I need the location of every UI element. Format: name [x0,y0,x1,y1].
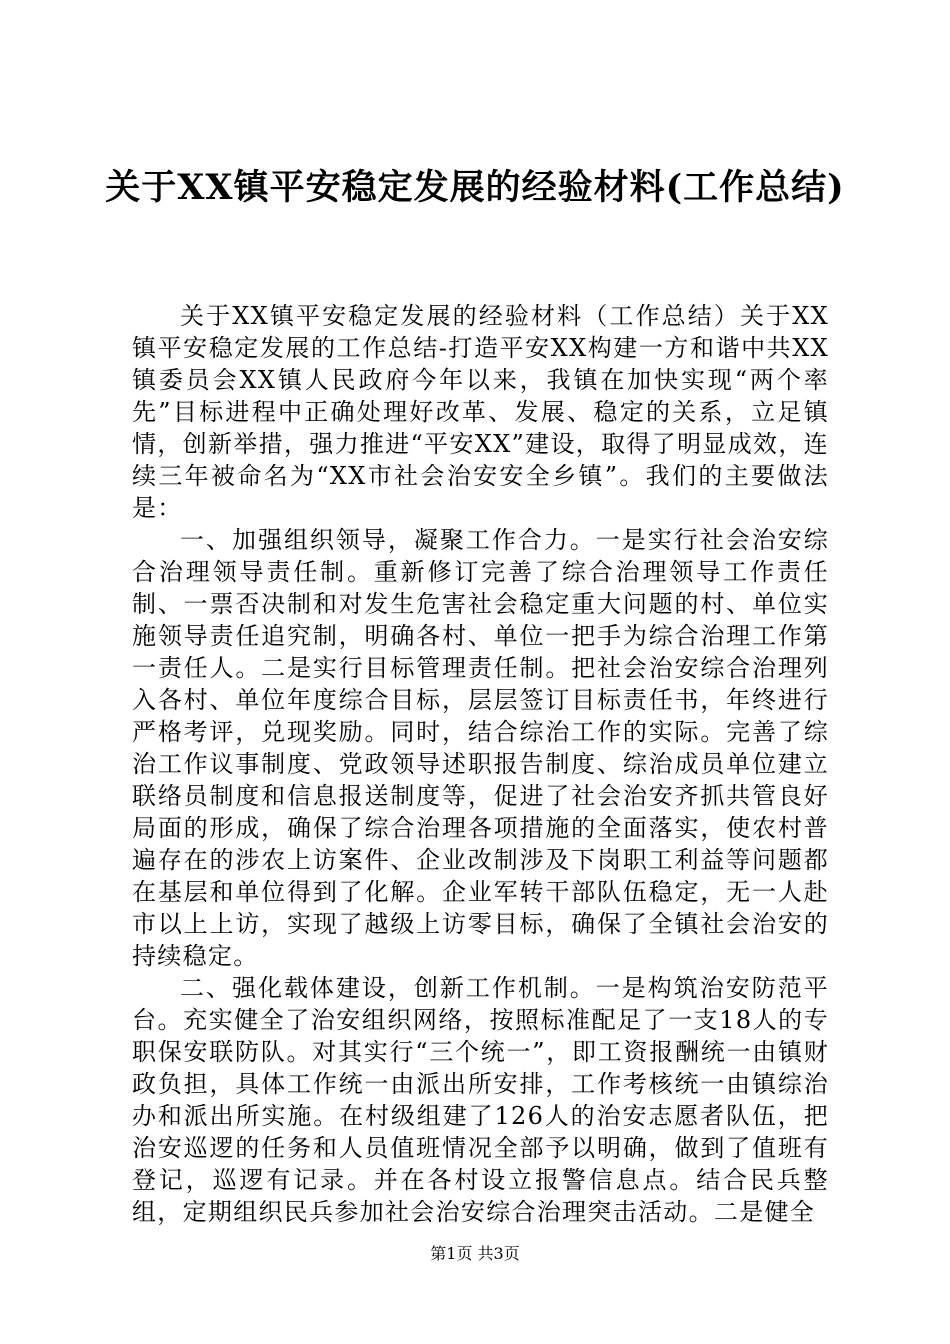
paragraph-section-2: 二、强化载体建设，创新工作机制。一是构筑治安防范平台。充实健全了治安组织网络，按照标准配足了一支18人的专职保安联防队。对其实行“三个统一”，即工资报酬统一由镇财政负担，具体工作统一由派出所安排，工作考核统一由镇综治办和派出所实施。在村级组建了126人的治安志愿者队伍，把治安巡逻的任务和人员值班情况全部予以明确，做到了值班有登记，巡逻有记录。并在各村设立报警信息点。结合民兵整组，定期组织民兵参加社会治安综合治理突击活动。二是健全 [132,974,829,1226]
document-title: 关于XX镇平安稳定发展的经验材料(工作总结) [105,167,845,208]
paragraph-intro: 关于XX镇平安稳定发展的经验材料（工作总结）关于XX镇平安稳定发展的工作总结-打造平安XX构建一方和谐中共XX镇委员会XX镇人民政府今年以来，我镇在加快实现“两个率先”目标进程中正确处理好改革、发展、稳定的关系，立足镇情，创新举措，强力推进“平安XX”建设，取得了明显成效，连续三年被命名为“XX市社会治安安全乡镇”。我们的主要做法是： [132,302,829,522]
paragraph-section-1: 一、加强组织领导，凝聚工作合力。一是实行社会治安综合治理领导责任制。重新修订完善了综合治理领导工作责任制、一票否决制和对发生危害社会稳定重大问题的村、单位实施领导责任追究制，明确各村、单位一把手为综合治理工作第一责任人。二是实行目标管理责任制。把社会治安综合治理列入各村、单位年度综合目标，层层签订目标责任书，年终进行严格考评，兑现奖励。同时，结合综治工作的实际。完善了综治工作议事制度、党政领导述职报告制度、综治成员单位建立联络员制度和信息报送制度等，促进了社会治安齐抓共管良好局面的形成，确保了综合治理各项措施的全面落实，使农村普遍存在的涉农上访案件、企业改制涉及下岗职工利益等问题都在基层和单位得到了化解。企业军转干部队伍稳定，无一人赴市以上上访，实现了越级上访零目标，确保了全镇社会治安的持续稳定。 [132,526,829,970]
page-number-footer: 第1页 共3页 [430,1244,520,1263]
document-body [132,300,829,1228]
